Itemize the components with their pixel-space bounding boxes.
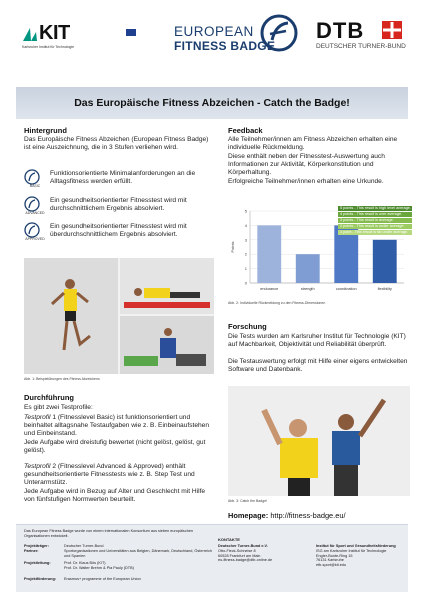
legend-entry: 3 points - This result is average. — [338, 218, 412, 223]
y-tick-label: 5 — [244, 208, 247, 214]
testprofil-2-rating: Jede Aufgabe wird in Bezug auf Alter und Geschlecht mit Hilfe von fünfstufigen Normwerten beurteilt. — [24, 488, 206, 504]
contact-line: ISG am Karlsruher Institut für Technologie — [316, 548, 387, 553]
footer-val: Prof. Dr. Walter Brehm & Pia Pauly (DTB) — [64, 566, 134, 570]
hintergrund-intro: Das Europäische Fitness Abzeichen (European Fitness Badge) ist eine Auszeichnung, die in 3 Stufen verliehen wird. — [24, 136, 209, 152]
catch-the-badge-image — [228, 386, 410, 496]
dtb-cross-icon — [382, 21, 402, 39]
exercise-photo-caption: Abb. 1: Beispielübungen des Fitness Abzeichens — [24, 377, 100, 381]
title-band — [16, 87, 408, 119]
header — [0, 0, 424, 60]
level-label: ADVANCED — [25, 211, 45, 215]
footer-val: Deutscher Turner-Bund — [64, 544, 104, 548]
page-title: Das Europäische Fitness Abzeichen - Catch the Badge! — [74, 97, 350, 109]
contact-email[interactable]: efb-sport@kit.edu — [316, 563, 347, 568]
footer-key: Projektleitung: — [24, 561, 51, 565]
x-tick-label: endurance — [260, 287, 279, 291]
contact-dtb — [218, 544, 310, 563]
exercise-photos-image — [24, 258, 214, 374]
efb-badge-icon — [260, 14, 298, 52]
efb-line2: FITNESS BADGE — [174, 39, 276, 53]
chart-caption: Abb. 2: Individuelle Rückmeldung zu den Fitness-Dimensionen — [228, 301, 326, 305]
contact-line: 60528 Frankfurt am Main — [218, 553, 261, 558]
legend-entry: 4 points - This result is over average. — [338, 212, 412, 217]
eu-flag-icon — [126, 29, 136, 36]
x-tick-label: strength — [300, 287, 315, 291]
durchfuehrung-intro: Es gibt zwei Testprofile: — [24, 404, 93, 411]
x-tick-label: flexibility — [377, 287, 392, 291]
hintergrund-heading: Hintergrund — [24, 126, 67, 135]
approved-badge-icon — [24, 222, 40, 238]
y-tick-label: 3 — [244, 237, 247, 243]
homepage-link[interactable] — [228, 511, 346, 520]
testprofil-2-label: Testprofil — [24, 463, 51, 470]
x-tick-label: coordination — [335, 287, 357, 291]
y-tick-label: 4 — [244, 222, 247, 228]
kit-subtitle: Karlsruher Institut für Technologie — [22, 45, 75, 49]
feedback-p1: Alle Teilnehmer/innen am Fitness Abzeichen erhalten eine individuelle Rückmeldung. — [228, 136, 398, 152]
level-basic — [24, 169, 214, 191]
testprofil-1-text — [24, 414, 214, 439]
y-tick-label: 1 — [244, 266, 247, 272]
catch-the-badge-caption: Abb. 3: Catch the Badge! — [228, 499, 268, 503]
level-approved — [24, 222, 214, 244]
footer-val: Prof. Dr. Klaus Bös (KIT) — [64, 561, 106, 565]
footer-key: Partner: — [24, 549, 39, 553]
homepage-label: Homepage: — [228, 511, 269, 520]
kit-logo — [22, 22, 82, 52]
footer-kontakt-heading: KONTAKTE — [218, 537, 240, 542]
footer-intro: Das European Fitness Badge wurde von einem internationalen Konsortium aus sieben europäischen Organisationen entwickelt. — [24, 529, 194, 538]
feedback-p3: Erfolgreiche Teilnehmer/innen erhalten eine Urkunde. — [228, 178, 384, 185]
footer-key: Projektförderung: — [24, 577, 57, 581]
footer-key: Projektträger: — [24, 544, 49, 548]
bar-endurance — [257, 225, 281, 283]
basic-badge-icon — [24, 169, 40, 185]
testprofil-1-label: Testprofil — [24, 414, 51, 421]
contact-line: Deutscher Turner-Bund e.V. — [218, 544, 268, 548]
efb-logo — [126, 14, 298, 58]
footer-val: Erasmus+ programme of the European Union — [64, 577, 141, 581]
dtb-logo — [316, 18, 416, 54]
contact-line: Engler-Bunte-Ring 15 — [316, 553, 353, 558]
feedback-p2: Diese enthält neben der Fitnesstest-Auswertung auch Informationen zur Aktivität, Körperkonstitution und Körperhaltung. — [228, 153, 385, 177]
contact-line: 76131 Karlsruhe — [316, 558, 344, 563]
kit-mark-icon — [22, 26, 38, 42]
homepage-url[interactable]: http://fitness-badge.eu/ — [270, 511, 346, 520]
footer-val: Sportorganisationen und Universitäten aus Belgien, Dänemark, Deutschland, Österreich und Spanien — [64, 549, 212, 558]
contact-kit — [316, 544, 406, 568]
efb-line1: EUROPEAN — [174, 24, 254, 39]
y-tick-label: 2 — [244, 251, 247, 257]
level-text: Ein gesundheitsorientierter Fitnesstest wird mit durchschnittlichem Ergebnis absolviert. — [50, 197, 187, 213]
bar-flexibility — [373, 240, 397, 283]
bar-strength — [296, 254, 320, 283]
contact-line: Otto-Fleck-Schneise 8 — [218, 548, 256, 553]
level-text: Ein gesundheitsorientierter Fitnesstest wird mit überdurchschnittlichem Ergebnis absolviert. — [50, 223, 187, 239]
level-label: BASIC — [29, 184, 41, 188]
footer — [16, 524, 408, 592]
legend-entry: 2 points - This result is under average. — [338, 224, 412, 229]
kit-wordmark: KIT — [39, 22, 70, 44]
catch-the-badge-photo — [228, 386, 410, 496]
forschung-p1: Die Tests wurden am Karlsruher Institut für Technologie (KIT) auf Machbarkeit, Objektivität und Reliabilität überprüft. — [228, 333, 406, 349]
y-tick-label: 0 — [244, 280, 247, 286]
forschung-p2: Die Testauswertung erfolgt mit Hilfe einer eigens entwickelten Software und Datenbank. — [228, 358, 408, 374]
dtb-subtitle: DEUTSCHER TURNER-BUND — [316, 43, 406, 50]
durchfuehrung-heading: Durchführung — [24, 393, 74, 402]
feedback-heading: Feedback — [228, 126, 263, 135]
testprofil-1-rating: Jede Aufgabe wird dreistufig bewertet (nicht gelöst, gelöst, gut gelöst). — [24, 439, 206, 455]
level-advanced — [24, 196, 214, 218]
level-label: APPROVED — [25, 237, 45, 241]
advanced-badge-icon — [24, 196, 40, 212]
contact-line: Institut für Sport und Gesundheitsförderung — [316, 544, 396, 548]
testprofil-2-body: 2 (Fitnesslevel Advanced & Approved) enthält gesundheitsorientierte Fitnesstests wie z. B. Step Test und Unterarmstütz. — [24, 463, 195, 487]
forschung-heading: Forschung — [228, 322, 267, 331]
y-axis-label: Points — [230, 241, 235, 253]
exercise-photo-collage — [24, 258, 214, 374]
level-text: Funktionsorientierte Minimalanforderungen an die Alltagsfitness werden erfüllt. — [50, 170, 196, 186]
testprofil-1-body: 1 (Fitnesslevel Basic) ist funktionsorientiert und beinhaltet alltagsnahe Testaufgaben wie z. B. Einbeinaufstehen und Einbeinstand. — [24, 414, 210, 438]
chart-legend — [338, 206, 412, 236]
legend-entry: 1 point - This result is far under average. — [338, 230, 412, 235]
legend-entry: 5 points - This result is high level average. — [340, 206, 411, 210]
dtb-wordmark: DTB — [316, 18, 365, 43]
contact-email[interactable]: eu-fitness-badge@dtb-online.de — [218, 558, 273, 563]
testprofil-2-text — [24, 463, 214, 488]
